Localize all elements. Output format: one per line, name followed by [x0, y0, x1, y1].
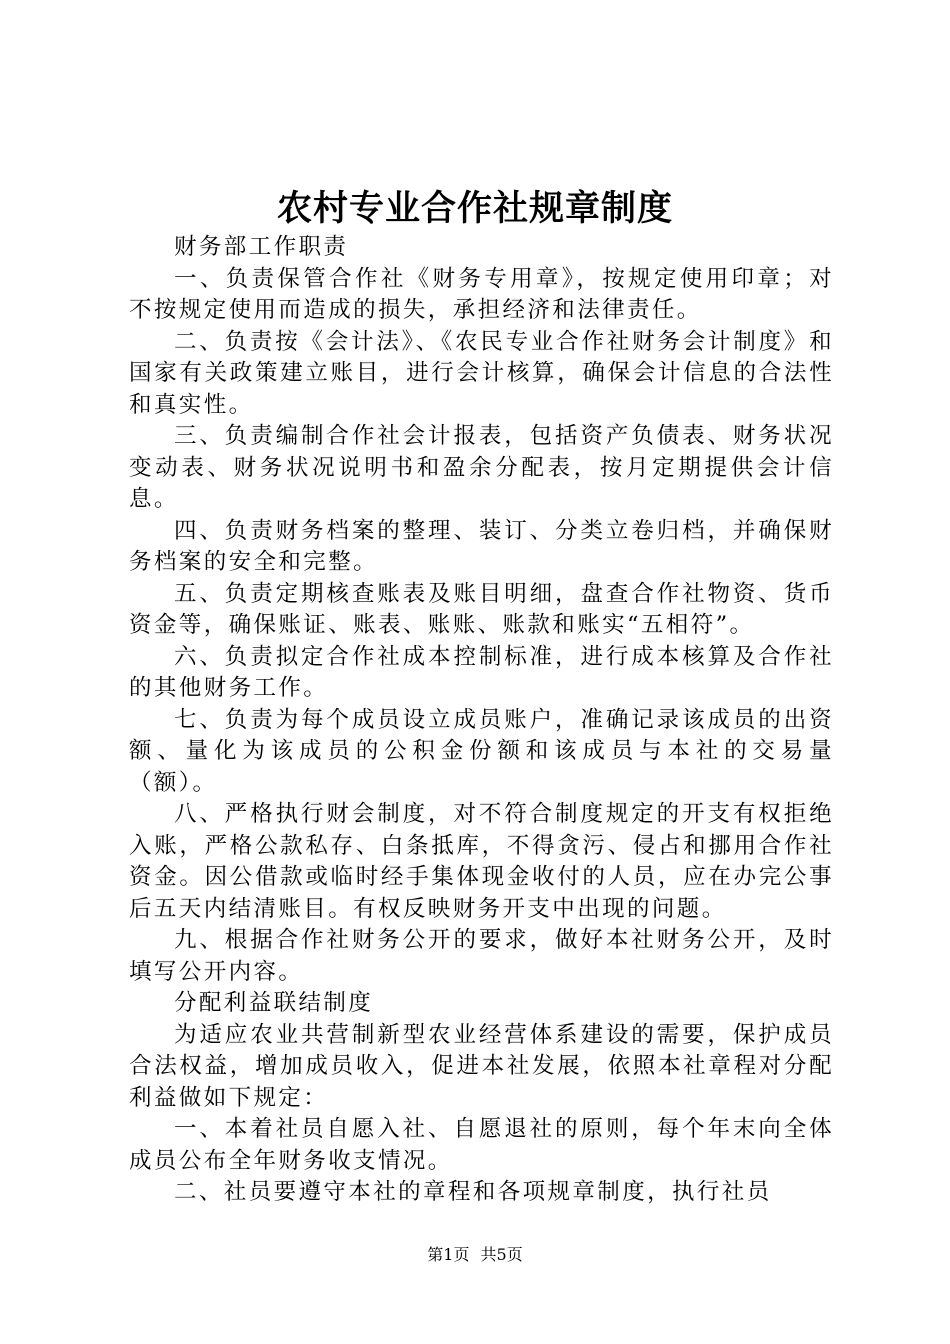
page-footer — [0, 1244, 950, 1266]
paragraph: 七、负责为每个成员设立成员账户，准确记录该成员的出资额、量化为该成员的公积金份额和该成员与本社的交易量（额）。 — [129, 706, 834, 796]
paragraph: 五、负责定期核查账表及账目明细，盘查合作社物资、货币资金等，确保账证、账表、账账、账款和账实“五相符”。 — [129, 580, 834, 638]
section-heading-finance: 财务部工作职责 — [174, 234, 349, 260]
document-body — [129, 232, 834, 1209]
paragraph: 为适应农业共营制新型农业经营体系建设的需要，保护成员合法权益，增加成员收入，促进本社发展，依照本社章程对分配利益做如下规定： — [129, 1021, 834, 1111]
page-total: 共5页 — [480, 1245, 523, 1264]
paragraph: 四、负责财务档案的整理、装订、分类立卷归档，并确保财务档案的安全和完整。 — [129, 517, 834, 575]
paragraph: 九、根据合作社财务公开的要求，做好本社财务公开，及时填写公开内容。 — [129, 927, 834, 985]
document-title: 农村专业合作社规章制度 — [276, 188, 673, 229]
paragraph: 一、负责保管合作社《财务专用章》，按规定使用印章；对不按规定使用而造成的损失，承担经济和法律责任。 — [129, 265, 834, 323]
page-number: 第1页 — [427, 1245, 470, 1264]
paragraph: 八、严格执行财会制度，对不符合制度规定的开支有权拒绝入账，严格公款私存、白条抵库，不得贪污、侵占和挪用合作社资金。因公借款或临时经手集体现金收付的人员，应在办完公事后五天内结清账目。有权反映财务开支中出现的问题。 — [129, 801, 834, 922]
paragraph: 一、本着社员自愿入社、自愿退社的原则，每个年末向全体成员公布全年财务收支情况。 — [129, 1116, 834, 1174]
paragraph: 二、社员要遵守本社的章程和各项规章制度，执行社员 — [174, 1179, 772, 1205]
section-heading-distribution: 分配利益联结制度 — [174, 990, 374, 1016]
paragraph: 六、负责拟定合作社成本控制标准，进行成本核算及合作社的其他财务工作。 — [129, 643, 834, 701]
paragraph: 三、负责编制合作社会计报表，包括资产负债表、财务状况变动表、财务状况说明书和盈余分配表，按月定期提供会计信息。 — [129, 423, 834, 512]
paragraph: 二、负责按《会计法》、《农民专业合作社财务会计制度》和国家有关政策建立账目，进行会计核算，确保会计信息的合法性和真实性。 — [129, 328, 834, 418]
